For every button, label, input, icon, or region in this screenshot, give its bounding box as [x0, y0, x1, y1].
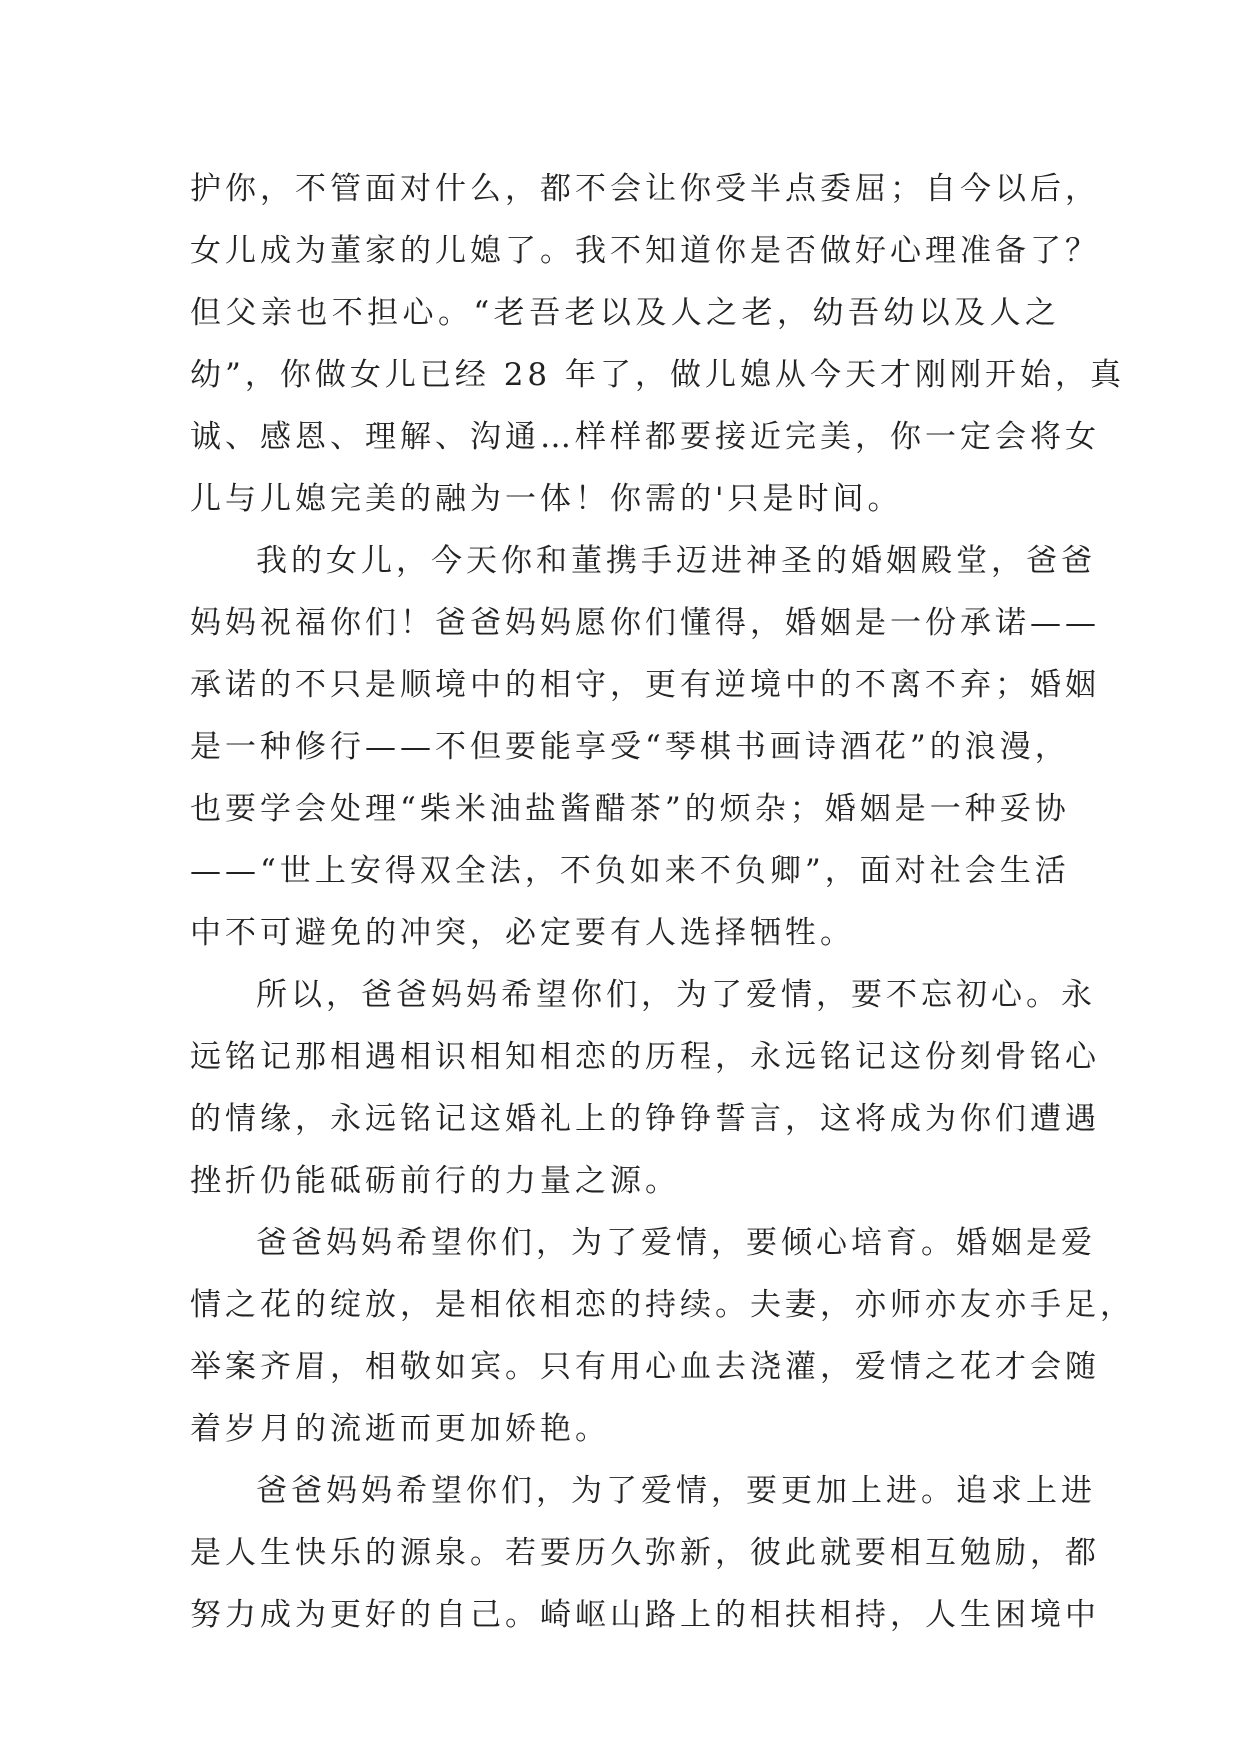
text-line: 努力成为更好的自己。崎岖山路上的相扶相持，人生困境中 — [190, 1597, 1100, 1633]
text-line: 儿与儿媳完美的融为一体！你需的'只是时间。 — [190, 481, 903, 517]
paragraph-3 — [190, 964, 1100, 1212]
text-line: 是人生快乐的源泉。若要历久弥新，彼此就要相互勉励，都 — [190, 1535, 1100, 1571]
text-line: 爸爸妈妈希望你们，为了爱情，要倾心培育。婚姻是爱 — [256, 1225, 1096, 1261]
text-line: 爸爸妈妈希望你们，为了爱情，要更加上进。追求上进 — [256, 1473, 1096, 1509]
text-line: 远铭记那相遇相识相知相恋的历程，永远铭记这份刻骨铭心 — [190, 1039, 1100, 1075]
text-line: 护你，不管面对什么，都不会让你受半点委屈；自今以后， — [190, 171, 1100, 207]
text-line: 的情缘，永远铭记这婚礼上的铮铮誓言，这将成为你们遭遇 — [190, 1101, 1100, 1137]
text-line: 举案齐眉，相敬如宾。只有用心血去浇灌，爱情之花才会随 — [190, 1349, 1100, 1385]
text-line: 承诺的不只是顺境中的相守，更有逆境中的不离不弃；婚姻 — [190, 667, 1100, 703]
text-line: 挫折仍能砥砺前行的力量之源。 — [190, 1163, 680, 1199]
text-line: 也要学会处理“柴米油盐酱醋茶”的烦杂；婚姻是一种妥协 — [190, 791, 1070, 827]
text-line: 是一种修行——不但要能享受“琴棋书画诗酒花”的浪漫， — [190, 729, 1070, 765]
paragraph-2 — [190, 530, 1100, 964]
text-line: 诚、感恩、理解、沟通…样样都要接近完美，你一定会将女 — [190, 419, 1100, 455]
paragraph-5 — [190, 1460, 1100, 1646]
text-line: 着岁月的流逝而更加娇艳。 — [190, 1411, 610, 1447]
text-line: 我的女儿，今天你和董携手迈进神圣的婚姻殿堂，爸爸 — [256, 543, 1096, 579]
text-line: ——“世上安得双全法，不负如来不负卿”，面对社会生活 — [190, 853, 1070, 889]
paragraph-1 — [190, 158, 1125, 530]
paragraph-4 — [190, 1212, 1135, 1460]
text-line: 但父亲也不担心。“老吾老以及人之老，幼吾幼以及人之 — [190, 295, 1060, 331]
text-line: 中不可避免的冲突，必定要有人选择牺牲。 — [190, 915, 855, 951]
text-line: 妈妈祝福你们！爸爸妈妈愿你们懂得，婚姻是一份承诺—— — [190, 605, 1100, 641]
text-line: 幼”，你做女儿已经 28 年了，做儿媳从今天才刚刚开始，真 — [190, 357, 1125, 393]
text-line: 情之花的绽放，是相依相恋的持续。夫妻，亦师亦友亦手足， — [190, 1287, 1135, 1323]
text-line: 所以，爸爸妈妈希望你们，为了爱情，要不忘初心。永 — [256, 977, 1096, 1013]
document-body — [190, 158, 1135, 1646]
text-line: 女儿成为董家的儿媳了。我不知道你是否做好心理准备了？ — [190, 233, 1100, 269]
